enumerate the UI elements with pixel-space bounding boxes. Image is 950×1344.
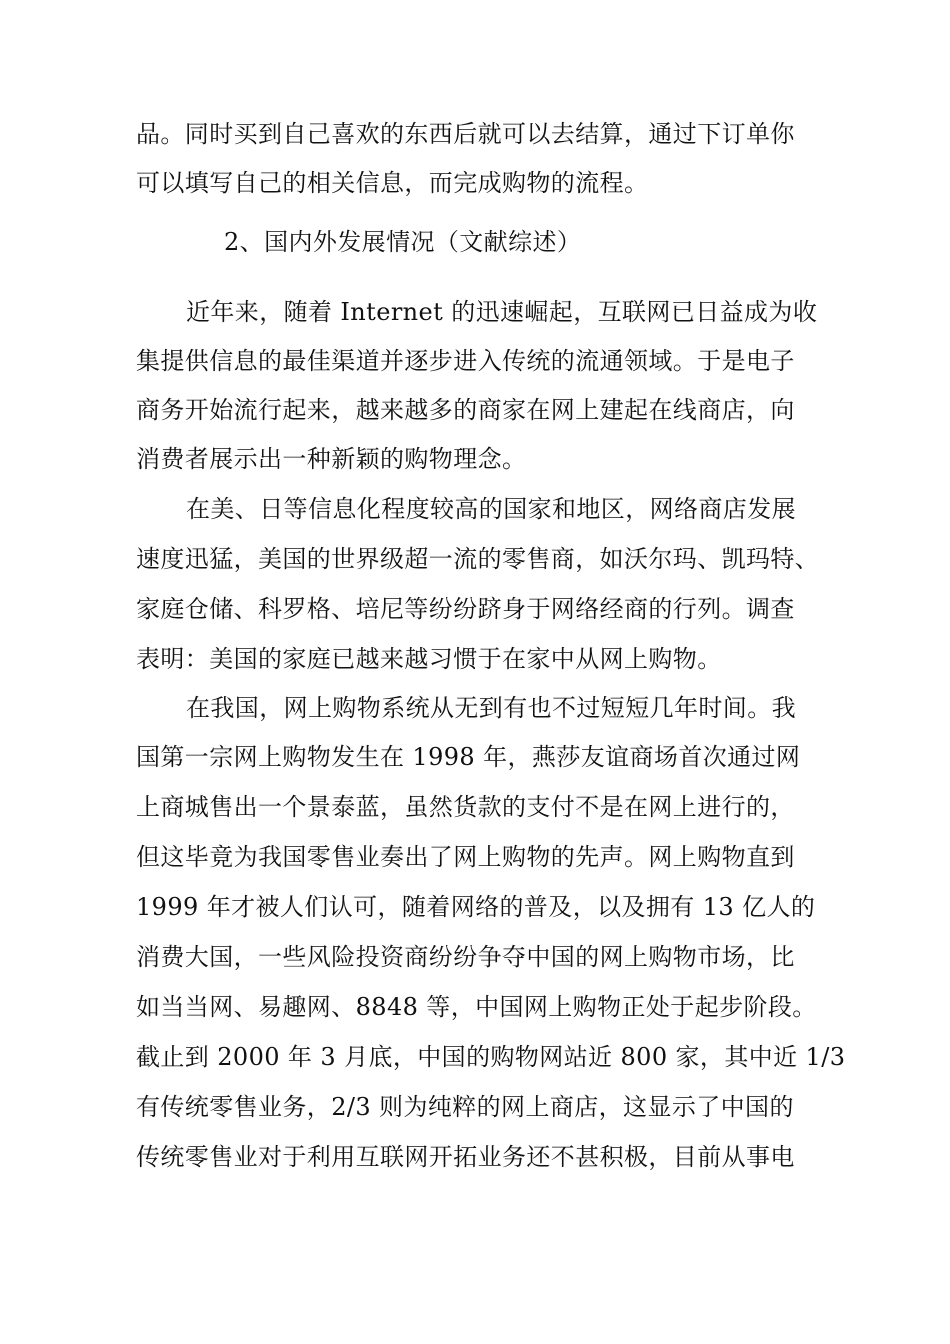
text-line: 截止到 2000 年 3 月底，中国的购物网站近 800 家，其中近 1/3 xyxy=(136,1043,846,1071)
text-line: 集提供信息的最佳渠道并逐步进入传统的流通领域。于是电子 xyxy=(136,347,795,375)
text-line: 国第一宗网上购物发生在 1998 年，燕莎友谊商场首次通过网 xyxy=(136,743,801,771)
section-heading: 2、国内外发展情况（文献综述） xyxy=(224,228,582,256)
text-line: 近年来，随着 Internet 的迅速崛起，互联网已日益成为收 xyxy=(186,298,818,326)
text-line: 表明：美国的家庭已越来越习惯于在家中从网上购物。 xyxy=(136,645,722,673)
text-line: 消费大国，一些风险投资商纷纷争夺中国的网上购物市场，比 xyxy=(136,943,795,971)
text-line: 1999 年才被人们认可，随着网络的普及，以及拥有 13 亿人的 xyxy=(136,893,816,921)
text-line: 品。同时买到自己喜欢的东西后就可以去结算，通过下订单你 xyxy=(136,120,795,148)
text-line: 如当当网、易趣网、8848 等，中国网上购物正处于起步阶段。 xyxy=(136,993,817,1021)
text-line: 家庭仓储、科罗格、培尼等纷纷跻身于网络经商的行列。调查 xyxy=(136,595,795,623)
text-line: 在美、日等信息化程度较高的国家和地区，网络商店发展 xyxy=(186,495,796,523)
text-line: 速度迅猛，美国的世界级超一流的零售商，如沃尔玛、凯玛特、 xyxy=(136,545,820,573)
text-line: 传统零售业对于利用互联网开拓业务还不甚积极，目前从事电 xyxy=(136,1143,795,1171)
text-line: 上商城售出一个景泰蓝，虽然货款的支付不是在网上进行的， xyxy=(136,793,795,821)
text-line: 但这毕竟为我国零售业奏出了网上购物的先声。网上购物直到 xyxy=(136,843,795,871)
text-line: 可以填写自己的相关信息，而完成购物的流程。 xyxy=(136,169,649,197)
text-line: 有传统零售业务，2/3 则为纯粹的网上商店，这显示了中国的 xyxy=(136,1093,794,1121)
text-line: 在我国，网上购物系统从无到有也不过短短几年时间。我 xyxy=(186,694,796,722)
text-line: 商务开始流行起来，越来越多的商家在网上建起在线商店，向 xyxy=(136,396,795,424)
text-line: 消费者展示出一种新颖的购物理念。 xyxy=(136,445,527,473)
